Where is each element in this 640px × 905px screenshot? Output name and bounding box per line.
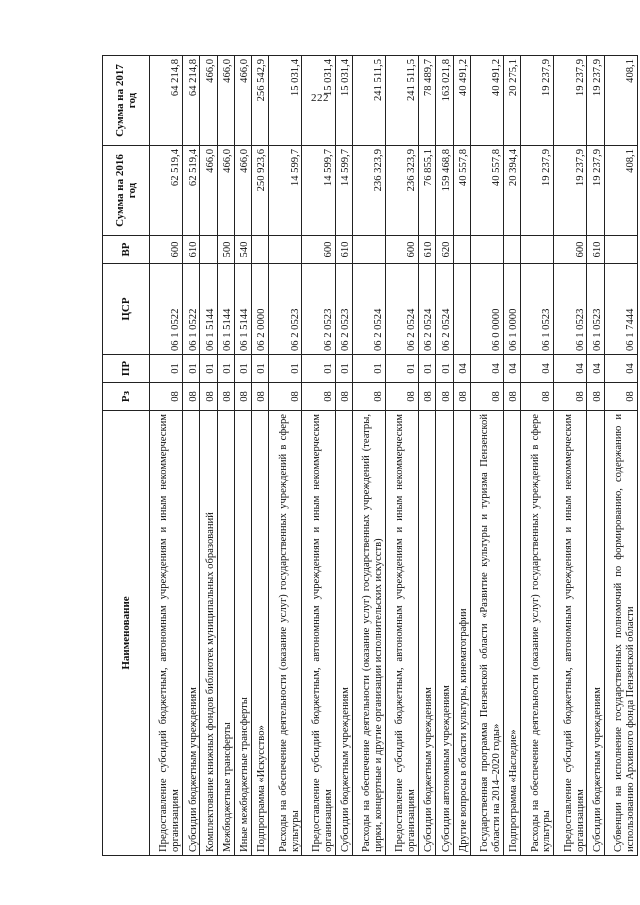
cell-name: Подпрограмма «Наследие» — [503, 411, 520, 856]
cell-name: Субсидии бюджетным учреждениям — [183, 411, 200, 856]
table-row — [436, 56, 453, 856]
cell-sum-2016: 408,1 — [604, 146, 637, 236]
cell-vr: 610 — [587, 236, 604, 264]
cell-vr: 600 — [385, 236, 418, 264]
cell-vr: 600 — [554, 236, 587, 264]
cell-vr: 610 — [419, 236, 436, 264]
cell-vr — [252, 236, 269, 264]
cell-pr: 04 — [604, 355, 637, 383]
table-row — [604, 56, 637, 856]
cell-name: Комплектование книжных фондов библиотек муниципальных образований — [200, 411, 217, 856]
table-row — [302, 56, 335, 856]
cell-rz: 08 — [217, 383, 234, 411]
cell-name: Расходы на обеспечение деятельности (оказание услуг) государственных учреждений в сфере культуры — [521, 411, 554, 856]
table-row — [217, 56, 234, 856]
cell-pr: 01 — [352, 355, 385, 383]
cell-sum-2016: 40 557,8 — [470, 146, 503, 236]
cell-csr: 06 1 0523 — [587, 264, 604, 355]
cell-name: Государственная программа Пензенской области «Развитие культуры и туризма Пензенской области на 2014–2020 годы» — [470, 411, 503, 856]
cell-vr — [352, 236, 385, 264]
cell-rz: 08 — [419, 383, 436, 411]
header-name: Наименование — [103, 411, 150, 856]
cell-csr: 06 1 0522 — [150, 264, 183, 355]
cell-sum-2017: 19 237,9 — [521, 56, 554, 146]
cell-sum-2016: 14 599,7 — [302, 146, 335, 236]
cell-csr: 06 1 5144 — [200, 264, 217, 355]
cell-sum-2017: 256 542,9 — [252, 56, 269, 146]
cell-sum-2017: 64 214,8 — [150, 56, 183, 146]
cell-pr: 01 — [436, 355, 453, 383]
cell-name: Иные межбюджетные трансферты — [234, 411, 251, 856]
cell-sum-2016: 159 468,8 — [436, 146, 453, 236]
cell-csr: 06 2 0524 — [436, 264, 453, 355]
cell-csr: 06 2 0523 — [302, 264, 335, 355]
table-row — [470, 56, 503, 856]
header-rz: Рз — [103, 383, 150, 411]
cell-sum-2017: 64 214,8 — [183, 56, 200, 146]
cell-sum-2017: 408,1 — [604, 56, 637, 146]
table-rotated-wrapper — [102, 56, 638, 856]
table-row — [385, 56, 418, 856]
cell-sum-2016: 236 323,9 — [385, 146, 418, 236]
table-row — [503, 56, 520, 856]
cell-vr — [269, 236, 302, 264]
cell-pr: 01 — [419, 355, 436, 383]
cell-pr: 04 — [554, 355, 587, 383]
cell-csr: 06 2 0524 — [419, 264, 436, 355]
cell-sum-2016: 236 323,9 — [352, 146, 385, 236]
cell-sum-2016: 466,0 — [200, 146, 217, 236]
cell-sum-2016: 14 599,7 — [269, 146, 302, 236]
cell-rz: 08 — [150, 383, 183, 411]
cell-csr: 06 2 0524 — [352, 264, 385, 355]
cell-name: Предоставление субсидий бюджетным, автономным учреждениям и иным некоммерческим организациям — [150, 411, 183, 856]
cell-vr — [503, 236, 520, 264]
cell-pr: 04 — [521, 355, 554, 383]
cell-vr: 600 — [150, 236, 183, 264]
cell-rz: 08 — [554, 383, 587, 411]
cell-csr: 06 1 0523 — [554, 264, 587, 355]
cell-rz: 08 — [352, 383, 385, 411]
cell-csr — [453, 264, 470, 355]
cell-pr: 01 — [150, 355, 183, 383]
cell-sum-2017: 466,0 — [200, 56, 217, 146]
header-csr: ЦСР — [103, 264, 150, 355]
cell-csr: 06 2 0524 — [385, 264, 418, 355]
cell-csr: 06 0 0000 — [470, 264, 503, 355]
page-number: 222 — [311, 92, 329, 104]
cell-pr: 01 — [200, 355, 217, 383]
cell-csr: 06 2 0000 — [252, 264, 269, 355]
cell-rz: 08 — [200, 383, 217, 411]
cell-sum-2016: 466,0 — [234, 146, 251, 236]
budget-table — [102, 55, 638, 856]
cell-csr: 06 1 5144 — [217, 264, 234, 355]
table-body — [150, 56, 638, 856]
cell-rz: 08 — [335, 383, 352, 411]
cell-pr: 01 — [335, 355, 352, 383]
cell-name: Предоставление субсидий бюджетным, автономным учреждениям и иным некоммерческим организациям — [554, 411, 587, 856]
table-header-row — [103, 56, 150, 856]
table-row — [419, 56, 436, 856]
cell-sum-2016: 76 855,1 — [419, 146, 436, 236]
cell-rz: 08 — [604, 383, 637, 411]
cell-vr — [200, 236, 217, 264]
cell-vr — [453, 236, 470, 264]
cell-rz: 08 — [269, 383, 302, 411]
cell-pr: 04 — [453, 355, 470, 383]
cell-rz: 08 — [252, 383, 269, 411]
cell-sum-2016: 19 237,9 — [554, 146, 587, 236]
table-row — [234, 56, 251, 856]
table-row — [252, 56, 269, 856]
cell-vr — [470, 236, 503, 264]
cell-name: Субсидии бюджетным учреждениям — [587, 411, 604, 856]
cell-csr: 06 1 0523 — [521, 264, 554, 355]
cell-rz: 08 — [183, 383, 200, 411]
table-row — [521, 56, 554, 856]
cell-sum-2017: 15 031,4 — [302, 56, 335, 146]
cell-sum-2017: 20 275,1 — [503, 56, 520, 146]
cell-sum-2017: 466,0 — [234, 56, 251, 146]
header-vr: ВР — [103, 236, 150, 264]
cell-rz: 08 — [503, 383, 520, 411]
cell-vr: 540 — [234, 236, 251, 264]
cell-name: Межбюджетные трансферты — [217, 411, 234, 856]
header-pr: ПР — [103, 355, 150, 383]
cell-vr: 610 — [183, 236, 200, 264]
cell-sum-2017: 19 237,9 — [554, 56, 587, 146]
cell-pr: 04 — [587, 355, 604, 383]
cell-sum-2017: 78 489,7 — [419, 56, 436, 146]
cell-sum-2016: 62 519,4 — [150, 146, 183, 236]
cell-name: Подпрограмма «Искусство» — [252, 411, 269, 856]
cell-pr: 01 — [234, 355, 251, 383]
cell-pr: 04 — [470, 355, 503, 383]
cell-sum-2016: 40 557,8 — [453, 146, 470, 236]
cell-rz: 08 — [521, 383, 554, 411]
cell-sum-2016: 20 394,4 — [503, 146, 520, 236]
cell-sum-2017: 15 031,4 — [335, 56, 352, 146]
table-row — [587, 56, 604, 856]
cell-csr: 06 1 0522 — [183, 264, 200, 355]
cell-rz: 08 — [587, 383, 604, 411]
table-row — [352, 56, 385, 856]
cell-sum-2017: 40 491,2 — [453, 56, 470, 146]
cell-vr: 620 — [436, 236, 453, 264]
cell-name: Другие вопросы в области культуры, кинематографии — [453, 411, 470, 856]
table-row — [453, 56, 470, 856]
cell-name: Субвенции на исполнение государственных полномочий по формированию, содержанию и использованию Архивного фонда Пензенской области — [604, 411, 637, 856]
cell-csr: 06 1 5144 — [234, 264, 251, 355]
cell-sum-2017: 163 021,8 — [436, 56, 453, 146]
cell-rz: 08 — [302, 383, 335, 411]
cell-name: Субсидии бюджетным учреждениям — [419, 411, 436, 856]
table-row — [150, 56, 183, 856]
cell-vr: 600 — [302, 236, 335, 264]
cell-pr: 04 — [503, 355, 520, 383]
cell-name: Субсидии автономным учреждениям — [436, 411, 453, 856]
table-row — [183, 56, 200, 856]
cell-csr: 06 1 7444 — [604, 264, 637, 355]
cell-rz: 08 — [436, 383, 453, 411]
cell-sum-2016: 19 237,9 — [587, 146, 604, 236]
cell-rz: 08 — [385, 383, 418, 411]
cell-pr: 01 — [302, 355, 335, 383]
cell-vr: 610 — [335, 236, 352, 264]
cell-rz: 08 — [470, 383, 503, 411]
cell-csr: 06 1 0000 — [503, 264, 520, 355]
cell-sum-2017: 19 237,9 — [587, 56, 604, 146]
cell-sum-2017: 15 031,4 — [269, 56, 302, 146]
table-row — [554, 56, 587, 856]
cell-sum-2016: 466,0 — [217, 146, 234, 236]
cell-sum-2017: 466,0 — [217, 56, 234, 146]
cell-rz: 08 — [453, 383, 470, 411]
cell-pr: 01 — [385, 355, 418, 383]
cell-name: Предоставление субсидий бюджетным, автономным учреждениям и иным некоммерческим организациям — [385, 411, 418, 856]
cell-pr: 01 — [252, 355, 269, 383]
cell-pr: 01 — [183, 355, 200, 383]
table-row — [200, 56, 217, 856]
header-sum-2017: Сумма на 2017 год — [103, 56, 150, 146]
cell-name: Расходы на обеспечение деятельности (оказание услуг) государственных учреждений в сфере культуры — [269, 411, 302, 856]
cell-name: Расходы на обеспечение деятельности (оказание услуг) государственных учреждений (театры, цирки, концертные и другие организации исполнительских искусств) — [352, 411, 385, 856]
cell-sum-2017: 40 491,2 — [470, 56, 503, 146]
table-row — [335, 56, 352, 856]
cell-pr: 01 — [269, 355, 302, 383]
cell-vr — [604, 236, 637, 264]
cell-csr: 06 2 0523 — [269, 264, 302, 355]
cell-sum-2017: 241 511,5 — [352, 56, 385, 146]
cell-vr — [521, 236, 554, 264]
cell-name: Предоставление субсидий бюджетным, автономным учреждениям и иным некоммерческим организациям — [302, 411, 335, 856]
header-sum-2016: Сумма на 2016 год — [103, 146, 150, 236]
cell-vr: 500 — [217, 236, 234, 264]
cell-sum-2016: 250 923,6 — [252, 146, 269, 236]
cell-pr: 01 — [217, 355, 234, 383]
cell-csr: 06 2 0523 — [335, 264, 352, 355]
cell-sum-2016: 62 519,4 — [183, 146, 200, 236]
cell-name: Субсидии бюджетным учреждениям — [335, 411, 352, 856]
cell-sum-2016: 14 599,7 — [335, 146, 352, 236]
cell-rz: 08 — [234, 383, 251, 411]
cell-sum-2017: 241 511,5 — [385, 56, 418, 146]
cell-sum-2016: 19 237,9 — [521, 146, 554, 236]
table-row — [269, 56, 302, 856]
